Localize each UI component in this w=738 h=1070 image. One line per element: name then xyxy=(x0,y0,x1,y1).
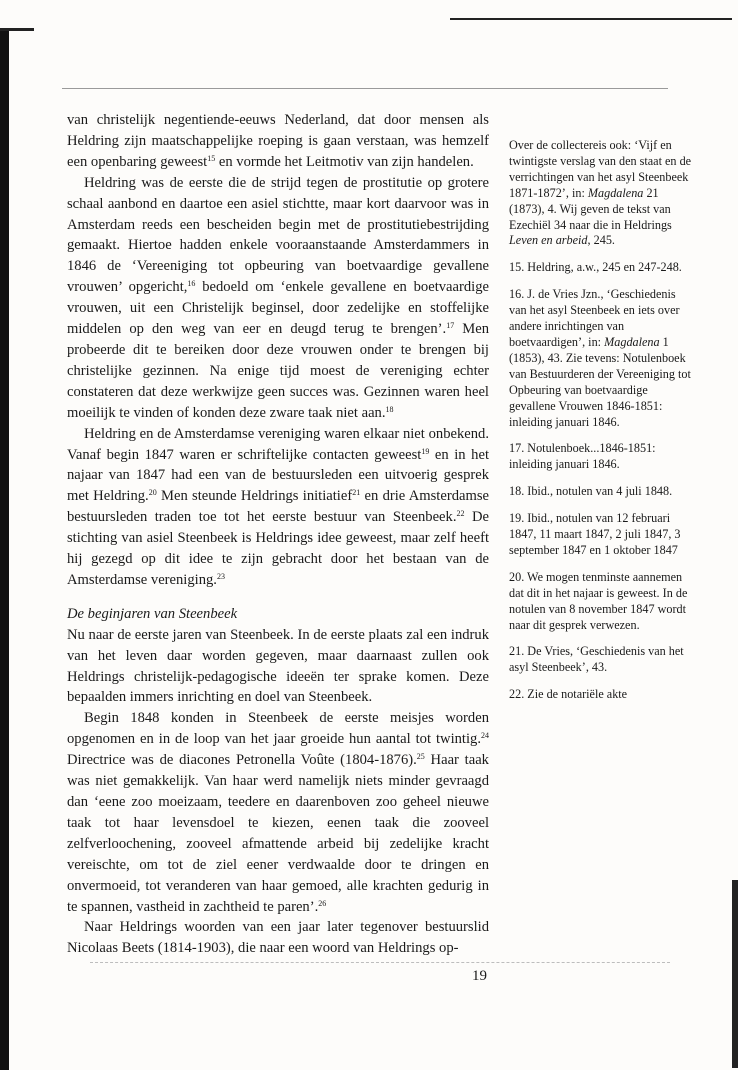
paragraph-1 xyxy=(67,110,489,173)
paragraph-4: Nu naar de eerste jaren van Steenbeek. In de eerste plaats zal een indruk van het leven daar worden gegeven, maar daarnaast zullen ook Heldrings christelijk-pedagogische ideeën ter sprake komen. Deze bepaalden immers inrichting en doel van Steenbeek. xyxy=(67,626,489,706)
scan-corner-mark xyxy=(0,28,34,31)
footnote-21: 21. De Vries, ‘Geschiedenis van het asyl Steenbeek’, 43. xyxy=(509,644,684,675)
text-run: Men probeerde dit te bereiken door deze vrouwen onder te brengen bij christelijke gezinnen. Na enige tijd moest de vereniging echter constateren dat deze werkwijze geen succes was. Gezinnen waren heel moeilijk te vinden of konden deze zware taak niet aan. xyxy=(67,321,489,421)
footnote-22: 22. Zie de notariële akte xyxy=(509,687,628,702)
italic-title: Leven en arbeid xyxy=(509,233,588,248)
footnote-ref-26: 26 xyxy=(318,898,327,908)
text-run: Begin 1848 konden in Steenbeek de eerste meisjes worden opgenomen en in de loop van het jaar groeide hun aantal tot twintig. xyxy=(67,710,489,748)
footnote-19: 19. Ibid., notulen van 12 februari 1847, 11 maart 1847, 2 juli 1847, 3 september 1847 en 1 oktober 1847 xyxy=(509,511,681,557)
text-run: 1 (1853), 43. Zie tevens: Notulenboek van Bestuurderen der Vereeniging tot Opbeuring van boetvaardige gevallene Vrouwen 1846-1851: inleiding januari 1846. xyxy=(509,334,691,429)
footnote-17: 17. Notulenboek...1846-1851: inleiding januari 1846. xyxy=(509,441,656,472)
italic-title: Magdalena xyxy=(604,334,660,349)
footnote-ref-17: 17 xyxy=(446,321,455,331)
text-run: , 245. xyxy=(587,233,615,248)
footnote-ref-22: 22 xyxy=(456,509,465,519)
footer-rule xyxy=(90,962,670,963)
text-run: bedoeld om ‘enkele gevallene en boetvaardige vrouwen, uit een Christelijk beginsel, door zedelijke en stoffelijke middelen op den weg van eer en deugd terug te brengen’. xyxy=(67,279,489,338)
section-heading: De beginjaren van Steenbeek xyxy=(67,605,238,622)
paragraph-5 xyxy=(67,708,489,917)
text-run: 16. J. de Vries Jzn., ‘Geschiedenis van het asyl Steenbeek en iets over andere inrichtingen van boetvaardigen’, in: xyxy=(509,287,680,349)
footnote-16 xyxy=(509,287,696,430)
footnote-ref-18: 18 xyxy=(385,404,394,414)
header-rule xyxy=(62,88,668,89)
text-run: Men steunde Heldrings initiatief xyxy=(156,488,353,505)
text-run: Heldring en de Amsterdamse vereniging waren elkaar niet onbekend. Vanaf begin 1847 waren er schriftelijke contacten geweest xyxy=(67,425,489,463)
text-run: en vormde het Leitmotiv van zijn handelen. xyxy=(215,153,474,170)
footnote-ref-21: 21 xyxy=(352,488,361,498)
paragraph-2 xyxy=(67,173,489,424)
main-text-column xyxy=(67,110,489,959)
text-run: Heldring was de eerste die de strijd tegen de prostitutie op grotere schaal aanbond en daartoe een asiel stichtte, maar kort daarvoor was in Amsterdam reeds een bescheiden begin met de prostitutiebestrijding gemaakt. Hiertoe hadden enkele vooraanstaande Amsterdammers in 1846 de ‘Vereeniging tot opbeuring van boetvaardige gevallene vrouwen’ opgericht, xyxy=(67,174,489,296)
text-run: van christelijk negentiende-eeuws Nederland, dat door mensen als Heldring zijn maatschappelijke roeping is gaan verstaan, was hemzelf een openbaring geweest xyxy=(67,112,489,170)
footnote-ref-16: 16 xyxy=(187,279,196,289)
footnote-14-continued xyxy=(509,138,696,249)
italic-title: Magdalena xyxy=(587,185,644,200)
top-heavy-rule xyxy=(450,18,732,20)
page-number: 19 xyxy=(472,968,487,984)
paragraph-6: Naar Heldrings woorden van een jaar later tegenover bestuurslid Nicolaas Beets (1814-1903), die naar een woord van Heldrings op- xyxy=(67,919,489,957)
text-run: 21 (1873), 4. Wij geven de tekst van Ezechiël 34 naar die in Heldrings xyxy=(509,185,672,232)
footnote-20: 20. We mogen tenminste aannemen dat dit in het najaar is geweest. In de notulen van 8 november 1847 wordt naar dit gesprek verwezen. xyxy=(509,569,688,632)
text-run: Over de collectereis ook: ‘Vijf en twintigste verslag van den staat en de verrichtingen van het asyl Steenbeek 1871-1872’, in: xyxy=(509,138,692,200)
paragraph-3 xyxy=(67,424,489,591)
footnotes-column xyxy=(509,138,696,714)
text-run: en in het najaar van 1847 had een van de bestuursleden een uitvoerig gesprek met Heldring. xyxy=(67,446,490,505)
footnote-ref-25: 25 xyxy=(416,752,425,762)
text-run: en drie Amsterdamse bestuursleden traden toe tot het eerste bestuur van Steenbeek. xyxy=(67,488,489,526)
scan-edge-left xyxy=(0,30,9,1070)
footnote-18: 18. Ibid., notulen van 4 juli 1848. xyxy=(509,484,673,499)
footnote-ref-15: 15 xyxy=(207,153,216,163)
text-run: De stichting van asiel Steenbeek is Heldrings idee geweest, maar zelf heeft hij gezegd op dit idee te zijn gebracht door het bestaan van de Amsterdamse vereniging. xyxy=(67,509,490,588)
scan-edge-right xyxy=(732,880,738,1068)
footnote-15: 15. Heldring, a.w., 245 en 247-248. xyxy=(509,260,682,275)
footnote-ref-20: 20 xyxy=(148,488,157,498)
footnote-ref-24: 24 xyxy=(481,731,489,741)
footnote-ref-19: 19 xyxy=(421,446,430,456)
text-run: Directrice was de diacones Petronella Voûte (1804-1876). xyxy=(67,752,417,769)
text-run: Haar taak was niet gemakkelijk. Van haar werd namelijk niets minder gevraagd dan ‘eene zoo moeizaam, teedere en daarenboven zoo geheel nieuwe taak tot haar levensdoel te kiezen, eenen taak die zooveel zelfverloochening, zooveel afmattende arbeid bij zedelijke kracht vereischte, om tot de ziel eener verdwaalde door te dringen en onvermoeid, tot veranderen van haar gemoed, alle krachten gedurig in te spannen, vastheid in zachtheid te paren’. xyxy=(67,752,489,915)
footnote-ref-23: 23 xyxy=(216,571,225,581)
